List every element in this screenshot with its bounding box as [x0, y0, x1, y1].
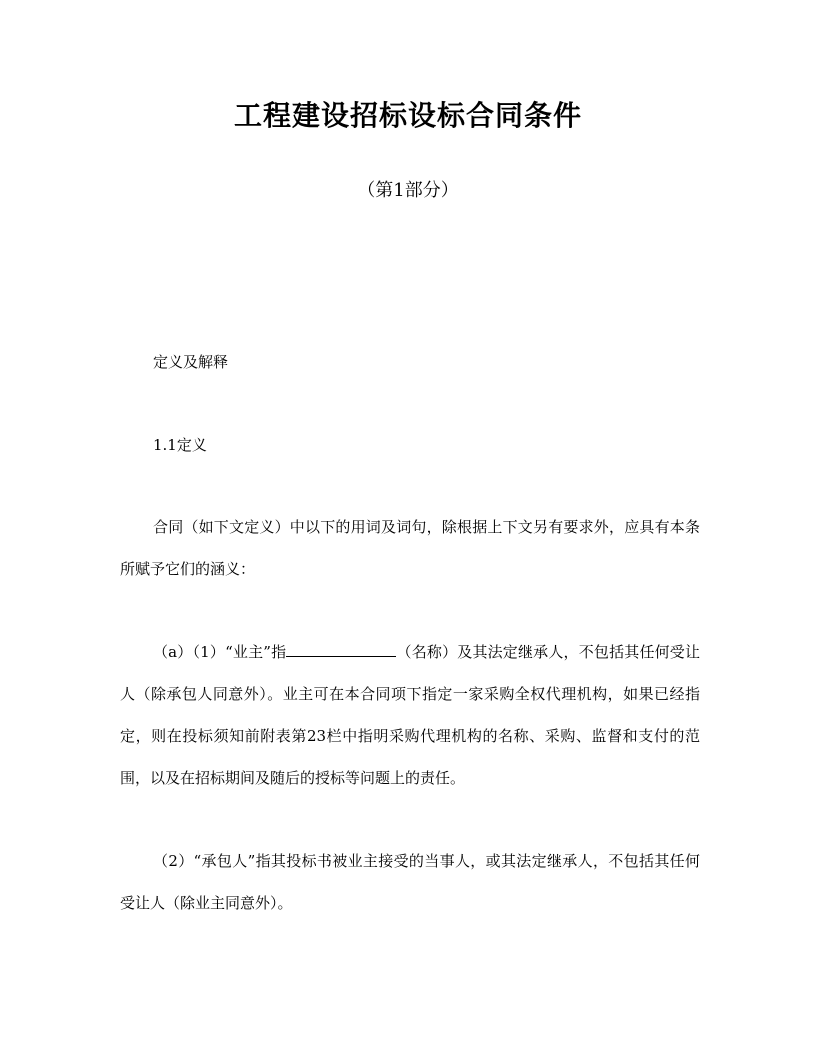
subsection-heading: 1.1定义	[153, 436, 207, 454]
clause-a-suffix: （名称）及其法定继承人，不包括其任何受让人（除承包人同意外）。业主可在本合同项下指定一家采购全权代理机构，如果已经指定，则在投标须知前附表第23栏中指明采购代理机构的名称、采购、监督和支付的范围，以及在招标期间及随后的授标等问题上的责任。	[120, 643, 700, 787]
intro-paragraph: 合同（如下文定义）中以下的用词及词句，除根据上下文另有要求外，应具有本条所赋予它们的涵义：	[120, 518, 700, 578]
document-title: 工程建设招标设标合同条件	[233, 99, 582, 132]
section-heading: 定义及解释	[153, 353, 229, 371]
document-subtitle: （第1部分）	[357, 180, 459, 201]
clause-a-paragraph	[120, 631, 700, 799]
clause-a-prefix: （a）（1）“业主”指	[153, 643, 287, 661]
name-blank-line	[286, 642, 396, 657]
clause-2-paragraph: （2）“承包人”指其投标书被业主接受的当事人，或其法定继承人，不包括其任何受让人（除业主同意外）。	[120, 852, 700, 912]
